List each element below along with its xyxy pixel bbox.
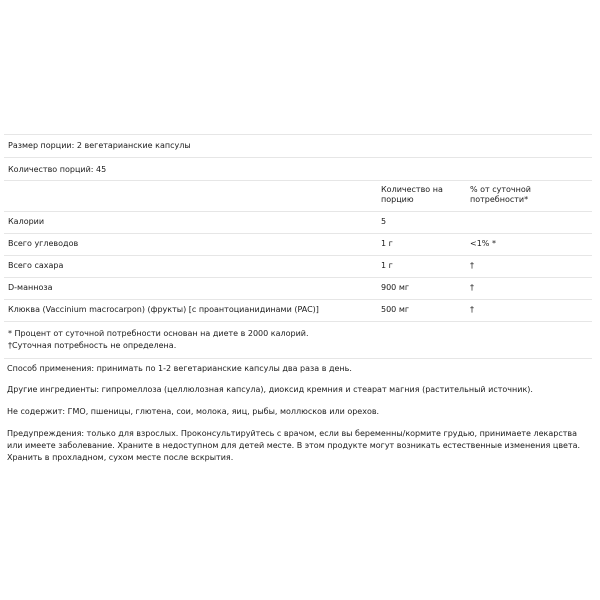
does-not-contain-text: Не содержит: ГМО, пшеницы, глютена, сои, молока, яиц, рыбы, моллюсков или орехов. [7,407,380,416]
serving-size-row [4,135,592,157]
nutrient-amount: 1 г [381,261,393,270]
nutrient-name: Всего углеводов [8,239,79,248]
serving-size: Размер порции: 2 вегетарианские капсулы [8,141,191,150]
nutrient-name: Всего сахара [8,261,64,270]
directions-text: Способ применения: принимать по 1-2 вегетарианские капсулы два раза в день. [7,364,352,373]
table-row [4,233,592,255]
nutrient-dv: † [470,305,474,314]
supplement-facts-panel [4,134,592,359]
nutrient-dv: † [470,261,474,270]
daily-value-header: % от суточной потребности* [470,185,531,204]
table-row [4,299,592,321]
table-row [4,211,592,233]
nutrient-dv: <1% * [470,239,496,248]
servings-per-container: Количество порций: 45 [8,165,107,174]
table-row [4,255,592,277]
nutrient-amount: 1 г [381,239,393,248]
nutrient-amount: 500 мг [381,305,410,314]
nutrient-amount: 900 мг [381,283,410,292]
daily-value-footnote: * Процент от суточной потребности основан на диете в 2000 калорий. [8,329,309,338]
table-row [4,277,592,299]
footnotes [4,321,592,359]
nutrient-name: Клюква (Vaccinium macrocarpon) (фрукты) [с проантоцианидинами (PAC)] [8,305,319,314]
not-established-footnote: †Суточная потребность не определена. [8,341,177,350]
amount-per-serving-header: Количество на порцию [381,185,443,204]
warnings-text: Предупреждения: только для взрослых. Проконсультируйтесь с врачом, если вы беременны/кормите грудью, принимаете лекарства или имеете заболевание. Храните в недоступном для детей месте. В этом продукте могут возникать естественные изменения цвета. Хранить в прохладном, сухом месте после вскрытия. [7,429,581,462]
table-header-row [4,180,592,211]
other-ingredients-text: Другие ингредиенты: гипромеллоза (целлюлозная капсула), диоксид кремния и стеарат магния (растительный источник). [7,385,533,394]
nutrient-name: D-манноза [8,283,53,292]
nutrient-name: Калории [8,217,45,226]
nutrient-dv: † [470,283,474,292]
servings-per-container-row [4,157,592,180]
nutrient-amount: 5 [381,217,387,226]
